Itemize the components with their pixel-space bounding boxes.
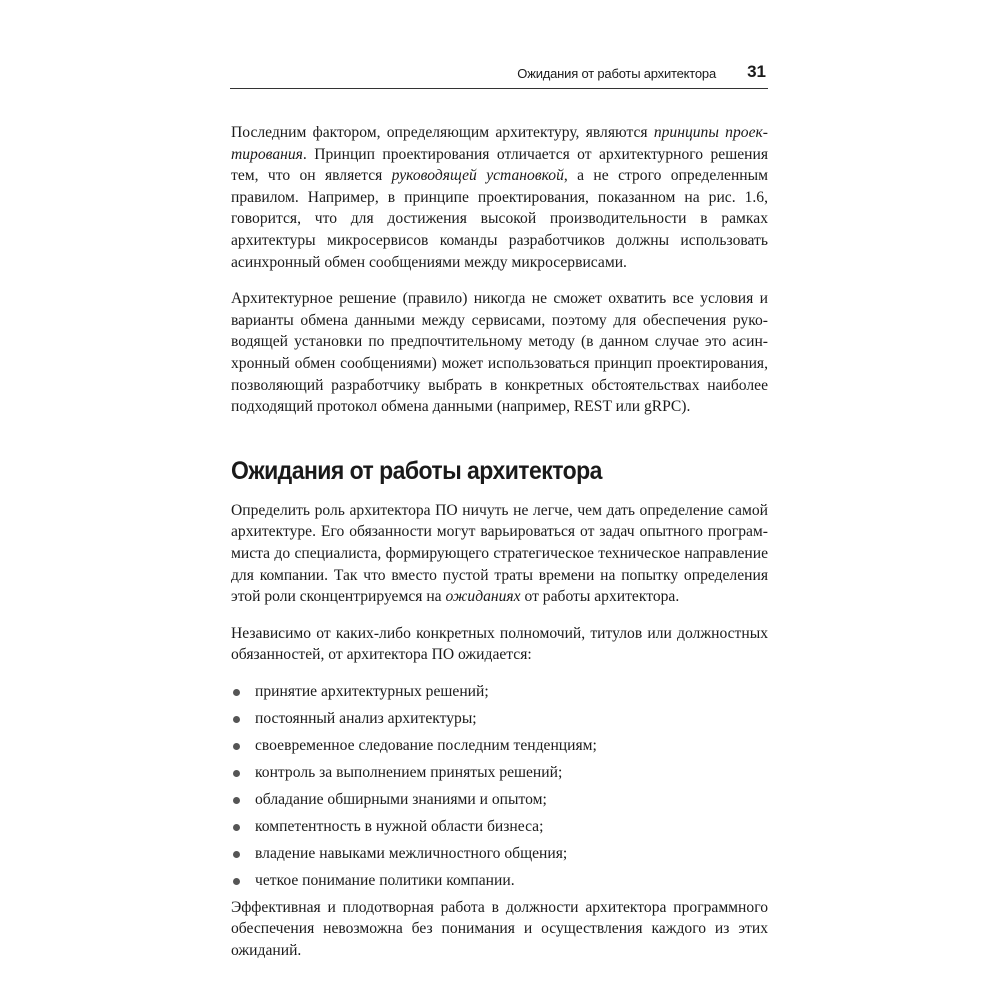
bullet-icon bbox=[233, 851, 240, 858]
paragraph-text: , а не строго определенным правилом. Например, в принципе проектирования, показанном на рис. 1.6, говорится, что для достижения высокой производительности в рамках архитектуры микросервисов команды разработчиков должны использовать асинхронный обмен сообщениями между микросервисами. bbox=[231, 167, 768, 271]
paragraph-expectations-intro: Независимо от каких-либо конкретных полномочий, титулов или должностных обязанностей, от архитектора ПО ожидается: bbox=[231, 624, 768, 664]
bullet-icon bbox=[233, 689, 240, 696]
section-heading: Ожидания от работы архитектора bbox=[231, 456, 602, 485]
list-item bbox=[231, 870, 768, 897]
page-content bbox=[231, 122, 768, 962]
expectations-list bbox=[231, 681, 768, 897]
list-item-text: владение навыками межличностного общения; bbox=[255, 844, 568, 862]
paragraph-design-principles bbox=[231, 122, 768, 273]
paragraph-conclusion: Эффективная и плодотворная работа в должности архитектора программного обеспечения невозможна без понимания и осуществления каждого из этих ожиданий. bbox=[231, 898, 768, 960]
list-item bbox=[231, 735, 768, 762]
bullet-icon bbox=[233, 824, 240, 831]
running-title: Ожидания от работы архитектора bbox=[517, 66, 716, 81]
emphasis-expectations: ожиданиях bbox=[445, 588, 521, 606]
list-item bbox=[231, 681, 768, 708]
page-number: 31 bbox=[747, 62, 766, 81]
running-header bbox=[230, 62, 768, 89]
list-item-text: постоянный анализ архитектуры; bbox=[255, 709, 477, 727]
bullet-icon bbox=[233, 716, 240, 723]
paragraph-text: Последним фактором, определяющим архитектуру, являются bbox=[231, 124, 654, 141]
list-item-text: обладание обширными знаниями и опытом; bbox=[255, 790, 547, 808]
list-item-text: своевременное следование последним тенденциям; bbox=[255, 736, 597, 754]
bullet-icon bbox=[233, 797, 240, 804]
paragraph-architecture-decision: Архитектурное решение (правило) никогда не сможет охватить все условия и варианты обмена данными между сервисами, поэтому для обеспечения руководящей установки по предпочтительному методу (в данном случае это асинхронный обмен сообщениями) может использоваться принцип проектирования, позволяющий разработчику выбрать в конкретных обстоятельствах наиболее подходящий протокол обмена данными (например, REST или gRPC). bbox=[231, 290, 768, 416]
list-item bbox=[231, 708, 768, 735]
paragraph-text: от работы архитектора. bbox=[520, 588, 680, 606]
emphasis-guiding-setting: руководящей установкой bbox=[391, 167, 564, 185]
list-item bbox=[231, 762, 768, 789]
bullet-icon bbox=[233, 770, 240, 777]
list-item bbox=[231, 789, 768, 816]
bullet-icon bbox=[233, 878, 240, 885]
paragraph-architect-role bbox=[231, 500, 768, 608]
emphasis-design-principles: принципы проектирования bbox=[231, 124, 768, 163]
paragraph-text: . Принцип проектирования отличается от архитектурного решения тем, что он является bbox=[231, 145, 768, 185]
list-item bbox=[231, 816, 768, 843]
list-item-text: контроль за выполнением принятых решений; bbox=[255, 763, 563, 781]
list-item-text: компетентность в нужной области бизнеса; bbox=[255, 817, 544, 835]
list-item-text: четкое понимание политики компании. bbox=[255, 871, 515, 889]
bullet-icon bbox=[233, 743, 240, 750]
paragraph-text: Определить роль архитектора ПО ничуть не легче, чем дать определение самой архитектуре. Его обязанности могут варьироваться от задач опытного программиста до специалиста, формирующего стратегическое техническое направление для компании. Так что вместо пустой траты времени на попытку определения этой роли сконцентрируемся на bbox=[231, 501, 768, 606]
list-item-text: принятие архитектурных решений; bbox=[255, 682, 489, 700]
list-item bbox=[231, 843, 768, 870]
